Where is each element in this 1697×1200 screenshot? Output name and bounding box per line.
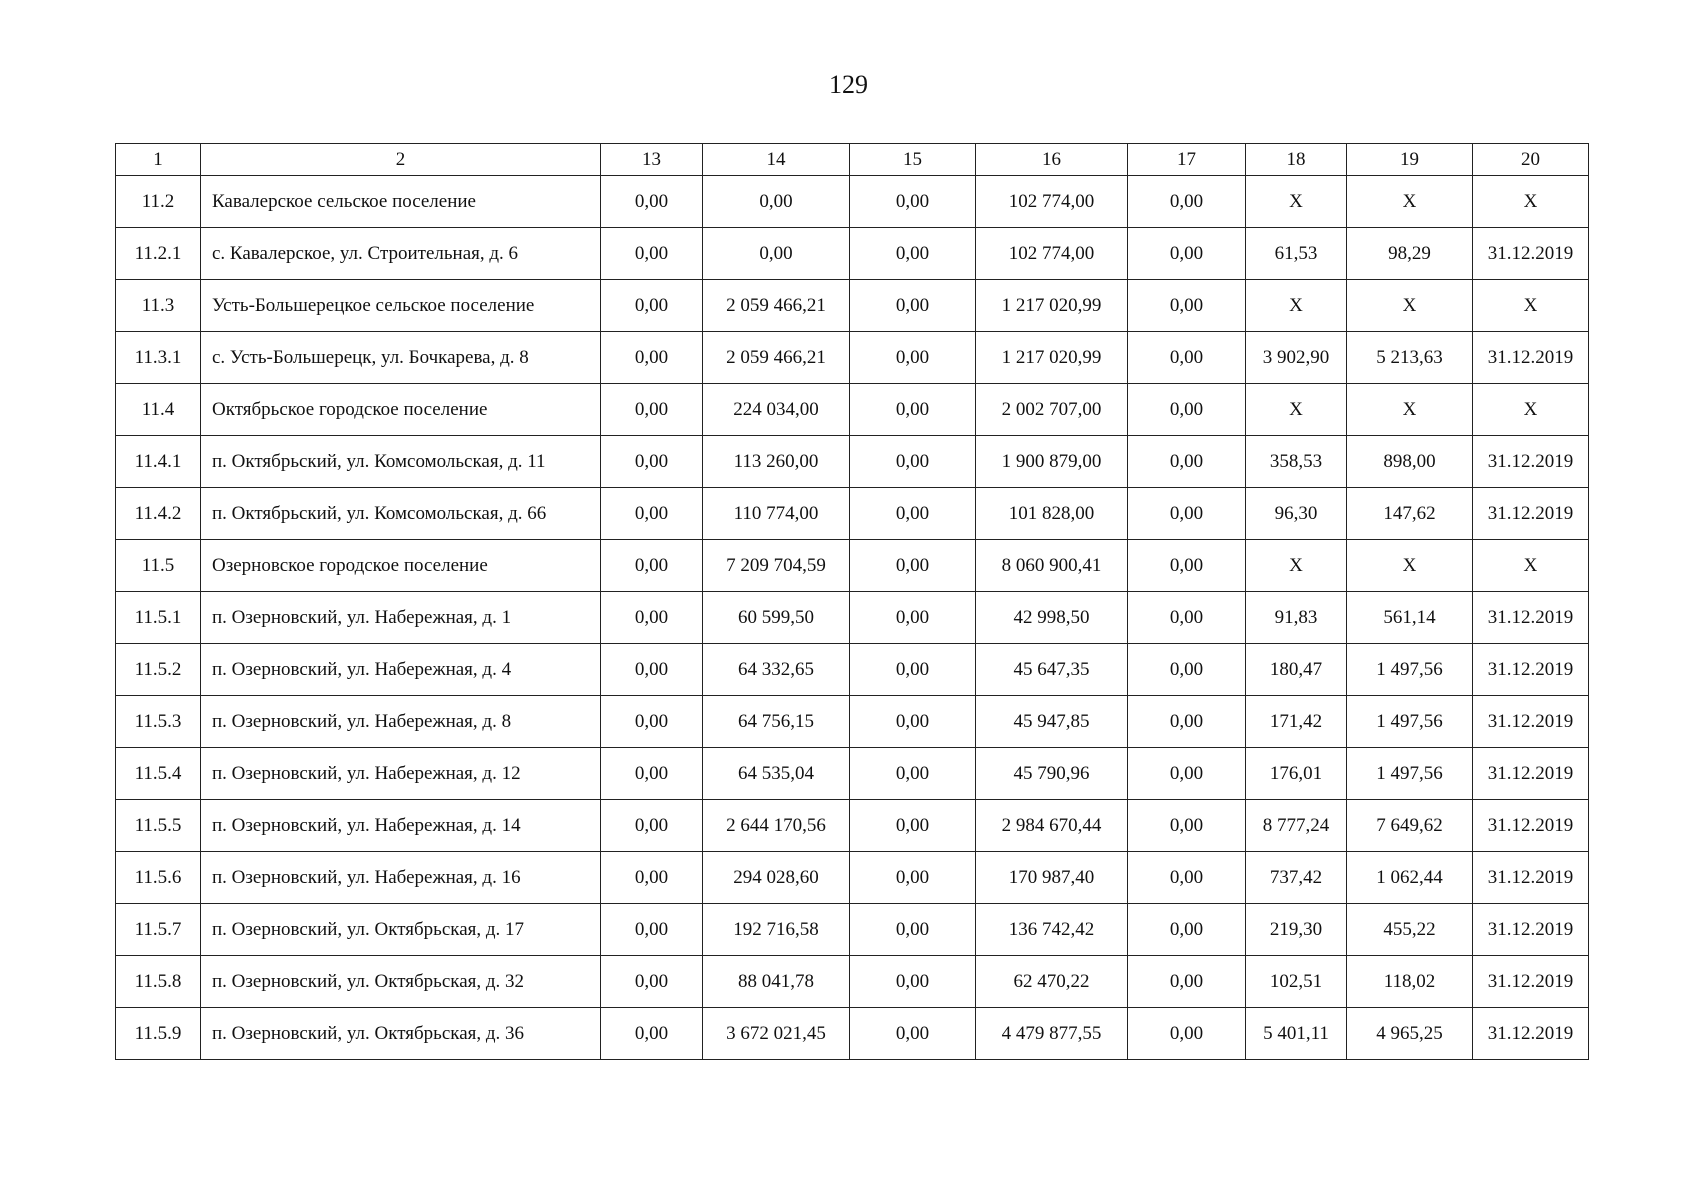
table-row: [116, 904, 1589, 956]
cell-col-17: 0,00: [1128, 384, 1246, 436]
column-header: 13: [601, 144, 703, 176]
cell-col-16: 2 002 707,00: [976, 384, 1128, 436]
cell-col-18: 5 401,11: [1246, 1008, 1347, 1060]
column-header: 14: [703, 144, 850, 176]
cell-col-19: 5 213,63: [1347, 332, 1473, 384]
cell-col-14: 64 756,15: [703, 696, 850, 748]
cell-col-13: 0,00: [601, 280, 703, 332]
cell-col-17: 0,00: [1128, 332, 1246, 384]
cell-col-20: 31.12.2019: [1473, 488, 1589, 540]
cell-col-16: 102 774,00: [976, 228, 1128, 280]
cell-col-20: X: [1473, 280, 1589, 332]
data-table: [115, 143, 1589, 1060]
cell-col-19: X: [1347, 280, 1473, 332]
cell-col-14: 3 672 021,45: [703, 1008, 850, 1060]
cell-name: Озерновское городское поселение: [201, 540, 601, 592]
column-header: 16: [976, 144, 1128, 176]
cell-col-17: 0,00: [1128, 176, 1246, 228]
cell-col-19: 147,62: [1347, 488, 1473, 540]
cell-code: 11.5.1: [116, 592, 201, 644]
cell-col-19: 98,29: [1347, 228, 1473, 280]
cell-col-17: 0,00: [1128, 748, 1246, 800]
cell-name: п. Озерновский, ул. Набережная, д. 1: [201, 592, 601, 644]
cell-col-16: 1 900 879,00: [976, 436, 1128, 488]
cell-code: 11.5.7: [116, 904, 201, 956]
cell-col-16: 136 742,42: [976, 904, 1128, 956]
table-row: [116, 280, 1589, 332]
cell-col-15: 0,00: [850, 332, 976, 384]
cell-col-13: 0,00: [601, 852, 703, 904]
cell-col-15: 0,00: [850, 436, 976, 488]
cell-col-17: 0,00: [1128, 540, 1246, 592]
cell-col-15: 0,00: [850, 748, 976, 800]
cell-col-16: 2 984 670,44: [976, 800, 1128, 852]
cell-col-18: 180,47: [1246, 644, 1347, 696]
cell-name: п. Озерновский, ул. Набережная, д. 8: [201, 696, 601, 748]
table-row: [116, 592, 1589, 644]
column-header: 17: [1128, 144, 1246, 176]
cell-col-13: 0,00: [601, 956, 703, 1008]
cell-code: 11.5: [116, 540, 201, 592]
table-row: [116, 956, 1589, 1008]
cell-name: п. Озерновский, ул. Октябрьская, д. 36: [201, 1008, 601, 1060]
cell-name: п. Озерновский, ул. Октябрьская, д. 17: [201, 904, 601, 956]
cell-col-15: 0,00: [850, 904, 976, 956]
table-row: [116, 644, 1589, 696]
cell-col-20: X: [1473, 176, 1589, 228]
cell-col-16: 8 060 900,41: [976, 540, 1128, 592]
cell-col-18: 102,51: [1246, 956, 1347, 1008]
cell-col-19: X: [1347, 384, 1473, 436]
cell-col-17: 0,00: [1128, 904, 1246, 956]
cell-col-15: 0,00: [850, 852, 976, 904]
cell-code: 11.5.8: [116, 956, 201, 1008]
cell-col-15: 0,00: [850, 540, 976, 592]
cell-col-14: 110 774,00: [703, 488, 850, 540]
cell-col-19: X: [1347, 540, 1473, 592]
cell-col-19: 4 965,25: [1347, 1008, 1473, 1060]
cell-col-14: 0,00: [703, 228, 850, 280]
cell-col-18: 91,83: [1246, 592, 1347, 644]
cell-col-20: 31.12.2019: [1473, 228, 1589, 280]
cell-col-16: 62 470,22: [976, 956, 1128, 1008]
cell-code: 11.5.5: [116, 800, 201, 852]
cell-code: 11.2: [116, 176, 201, 228]
cell-col-18: X: [1246, 540, 1347, 592]
cell-name: п. Озерновский, ул. Набережная, д. 16: [201, 852, 601, 904]
cell-col-13: 0,00: [601, 904, 703, 956]
cell-code: 11.4.1: [116, 436, 201, 488]
cell-col-13: 0,00: [601, 696, 703, 748]
cell-code: 11.5.3: [116, 696, 201, 748]
cell-col-13: 0,00: [601, 488, 703, 540]
cell-col-15: 0,00: [850, 800, 976, 852]
column-header: 20: [1473, 144, 1589, 176]
cell-col-15: 0,00: [850, 696, 976, 748]
cell-col-14: 294 028,60: [703, 852, 850, 904]
cell-col-14: 7 209 704,59: [703, 540, 850, 592]
cell-col-19: 1 497,56: [1347, 644, 1473, 696]
cell-col-16: 170 987,40: [976, 852, 1128, 904]
cell-col-14: 64 332,65: [703, 644, 850, 696]
cell-col-17: 0,00: [1128, 228, 1246, 280]
cell-col-15: 0,00: [850, 1008, 976, 1060]
cell-col-19: 118,02: [1347, 956, 1473, 1008]
cell-col-13: 0,00: [601, 1008, 703, 1060]
cell-col-16: 102 774,00: [976, 176, 1128, 228]
cell-code: 11.2.1: [116, 228, 201, 280]
cell-col-16: 45 947,85: [976, 696, 1128, 748]
cell-name: п. Озерновский, ул. Набережная, д. 14: [201, 800, 601, 852]
cell-col-18: 96,30: [1246, 488, 1347, 540]
cell-col-20: 31.12.2019: [1473, 956, 1589, 1008]
column-header: 2: [201, 144, 601, 176]
cell-col-20: 31.12.2019: [1473, 696, 1589, 748]
cell-col-18: X: [1246, 384, 1347, 436]
column-header: 15: [850, 144, 976, 176]
cell-col-14: 88 041,78: [703, 956, 850, 1008]
cell-col-13: 0,00: [601, 644, 703, 696]
cell-col-19: 1 497,56: [1347, 696, 1473, 748]
header-row: [116, 144, 1589, 176]
cell-col-19: 1 062,44: [1347, 852, 1473, 904]
column-header: 18: [1246, 144, 1347, 176]
cell-name: п. Озерновский, ул. Набережная, д. 4: [201, 644, 601, 696]
cell-col-16: 1 217 020,99: [976, 280, 1128, 332]
cell-col-18: 358,53: [1246, 436, 1347, 488]
cell-col-20: 31.12.2019: [1473, 852, 1589, 904]
cell-col-15: 0,00: [850, 956, 976, 1008]
cell-col-17: 0,00: [1128, 280, 1246, 332]
cell-col-20: 31.12.2019: [1473, 436, 1589, 488]
cell-code: 11.3: [116, 280, 201, 332]
cell-col-13: 0,00: [601, 332, 703, 384]
cell-col-16: 45 647,35: [976, 644, 1128, 696]
cell-name: Усть-Большерецкое сельское поселение: [201, 280, 601, 332]
cell-col-20: 31.12.2019: [1473, 748, 1589, 800]
cell-col-19: 898,00: [1347, 436, 1473, 488]
cell-col-18: X: [1246, 280, 1347, 332]
table-row: [116, 332, 1589, 384]
cell-col-16: 42 998,50: [976, 592, 1128, 644]
cell-col-14: 60 599,50: [703, 592, 850, 644]
cell-col-13: 0,00: [601, 592, 703, 644]
cell-col-19: 1 497,56: [1347, 748, 1473, 800]
cell-col-15: 0,00: [850, 384, 976, 436]
cell-col-14: 2 059 466,21: [703, 280, 850, 332]
cell-col-13: 0,00: [601, 800, 703, 852]
cell-col-13: 0,00: [601, 748, 703, 800]
cell-col-20: 31.12.2019: [1473, 332, 1589, 384]
cell-col-18: 176,01: [1246, 748, 1347, 800]
cell-code: 11.4: [116, 384, 201, 436]
cell-name: Октябрьское городское поселение: [201, 384, 601, 436]
table-row: [116, 384, 1589, 436]
cell-col-17: 0,00: [1128, 488, 1246, 540]
cell-name: п. Октябрьский, ул. Комсомольская, д. 11: [201, 436, 601, 488]
cell-col-15: 0,00: [850, 488, 976, 540]
cell-col-20: 31.12.2019: [1473, 800, 1589, 852]
cell-col-18: X: [1246, 176, 1347, 228]
cell-col-14: 0,00: [703, 176, 850, 228]
table-row: [116, 800, 1589, 852]
cell-col-20: 31.12.2019: [1473, 592, 1589, 644]
cell-col-14: 113 260,00: [703, 436, 850, 488]
page-number: 129: [829, 70, 868, 99]
cell-col-18: 737,42: [1246, 852, 1347, 904]
cell-name: с. Кавалерское, ул. Строительная, д. 6: [201, 228, 601, 280]
cell-col-19: 7 649,62: [1347, 800, 1473, 852]
cell-col-13: 0,00: [601, 540, 703, 592]
cell-col-13: 0,00: [601, 176, 703, 228]
cell-col-17: 0,00: [1128, 852, 1246, 904]
cell-name: с. Усть-Большерецк, ул. Бочкарева, д. 8: [201, 332, 601, 384]
cell-col-19: 455,22: [1347, 904, 1473, 956]
cell-code: 11.5.9: [116, 1008, 201, 1060]
cell-col-20: 31.12.2019: [1473, 904, 1589, 956]
cell-col-17: 0,00: [1128, 1008, 1246, 1060]
cell-col-18: 61,53: [1246, 228, 1347, 280]
cell-col-16: 101 828,00: [976, 488, 1128, 540]
cell-col-19: X: [1347, 176, 1473, 228]
cell-code: 11.5.2: [116, 644, 201, 696]
column-header: 1: [116, 144, 201, 176]
cell-code: 11.4.2: [116, 488, 201, 540]
cell-col-14: 64 535,04: [703, 748, 850, 800]
cell-code: 11.5.6: [116, 852, 201, 904]
cell-col-13: 0,00: [601, 384, 703, 436]
cell-col-15: 0,00: [850, 176, 976, 228]
table-row: [116, 436, 1589, 488]
table-row: [116, 540, 1589, 592]
cell-code: 11.5.4: [116, 748, 201, 800]
cell-col-17: 0,00: [1128, 436, 1246, 488]
cell-name: п. Озерновский, ул. Набережная, д. 12: [201, 748, 601, 800]
cell-col-20: X: [1473, 540, 1589, 592]
cell-col-14: 224 034,00: [703, 384, 850, 436]
cell-col-13: 0,00: [601, 228, 703, 280]
cell-col-20: X: [1473, 384, 1589, 436]
table-row: [116, 1008, 1589, 1060]
cell-col-20: 31.12.2019: [1473, 644, 1589, 696]
cell-code: 11.3.1: [116, 332, 201, 384]
table-row: [116, 852, 1589, 904]
cell-col-20: 31.12.2019: [1473, 1008, 1589, 1060]
table-body: [116, 176, 1589, 1060]
cell-col-13: 0,00: [601, 436, 703, 488]
cell-col-15: 0,00: [850, 228, 976, 280]
cell-col-18: 8 777,24: [1246, 800, 1347, 852]
cell-col-18: 3 902,90: [1246, 332, 1347, 384]
cell-name: Кавалерское сельское поселение: [201, 176, 601, 228]
cell-name: п. Озерновский, ул. Октябрьская, д. 32: [201, 956, 601, 1008]
table-header: [116, 144, 1589, 176]
cell-col-14: 2 059 466,21: [703, 332, 850, 384]
cell-col-16: 45 790,96: [976, 748, 1128, 800]
cell-col-17: 0,00: [1128, 800, 1246, 852]
cell-col-14: 192 716,58: [703, 904, 850, 956]
cell-col-16: 4 479 877,55: [976, 1008, 1128, 1060]
table-row: [116, 748, 1589, 800]
table-row: [116, 488, 1589, 540]
cell-name: п. Октябрьский, ул. Комсомольская, д. 66: [201, 488, 601, 540]
cell-col-18: 219,30: [1246, 904, 1347, 956]
cell-col-17: 0,00: [1128, 696, 1246, 748]
cell-col-15: 0,00: [850, 644, 976, 696]
cell-col-19: 561,14: [1347, 592, 1473, 644]
column-header: 19: [1347, 144, 1473, 176]
table-row: [116, 228, 1589, 280]
cell-col-18: 171,42: [1246, 696, 1347, 748]
cell-col-15: 0,00: [850, 592, 976, 644]
table-row: [116, 176, 1589, 228]
cell-col-14: 2 644 170,56: [703, 800, 850, 852]
cell-col-17: 0,00: [1128, 956, 1246, 1008]
table-row: [116, 696, 1589, 748]
cell-col-17: 0,00: [1128, 592, 1246, 644]
cell-col-16: 1 217 020,99: [976, 332, 1128, 384]
cell-col-17: 0,00: [1128, 644, 1246, 696]
cell-col-15: 0,00: [850, 280, 976, 332]
